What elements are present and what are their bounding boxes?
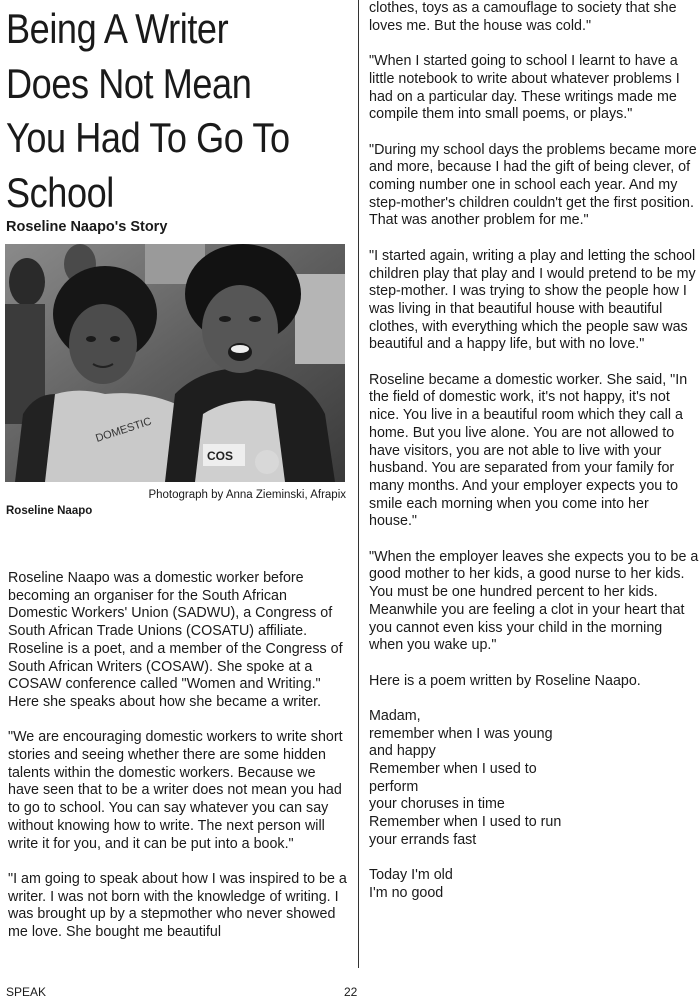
poem — [369, 708, 699, 903]
poem-line: Today I'm old — [369, 867, 453, 884]
poem-line — [369, 850, 699, 868]
poem-line: remember when I was young — [369, 725, 553, 742]
poem-line: your choruses in time — [369, 796, 505, 813]
poem-line: perform — [369, 778, 419, 795]
shirt-text-right: COS — [207, 449, 234, 463]
publication-name: SPEAK — [6, 985, 47, 999]
page-number: 22 — [344, 985, 358, 999]
poem-line: Remember when I used to run — [369, 814, 562, 831]
paragraph: Here is a poem written by Roseline Naapo. — [369, 672, 641, 689]
article-title — [6, 2, 307, 220]
poem-line: Madam, — [369, 708, 421, 725]
title-line-1: Being A Writer — [6, 5, 229, 52]
title-line-2: Does Not Mean — [6, 59, 252, 107]
left-column — [8, 570, 348, 959]
shirt-text-left: DOMESTIC — [94, 415, 154, 445]
paragraph: "We are encouraging domestic workers to write short stories and seeing whether there are some hidden talents within the domestic workers. Because we have seen that to be a writer does not mean you had to go to school. You can say whatever you can say without knowing how to write. The next person will write it for you, and it can be put into a book." — [8, 729, 343, 852]
photo-caption: Roseline Naapo — [6, 505, 93, 517]
poem-line: Remember when I used to — [369, 761, 537, 778]
paragraph: Roseline became a domestic worker. She said, "In the field of domestic work, it's not happy, it's not nice. You live in a beautiful room which they call a home. But you live alone. You are not allowed to have visitors, you are not able to live with your husband. You are separated from your family for many months. And your employer expects you to smile each morning when you come into her house." — [369, 371, 688, 530]
paragraph: "I started again, writing a play and letting the school children play that play and I would pretend to be my step-mother. I was trying to show the people how I was living in that beautiful house with beautiful clothes, with everything which the people saw was beautiful and a happy life, but with no love." — [369, 247, 696, 353]
paragraph: Roseline Naapo was a domestic worker before becoming an organiser for the South African Domestic Workers' Union (SADWU), a Congress of South African Trade Unions (COSATU) affiliate. Roseline is a poet, and a member of the Congress of South African Writers (COSAW). She spoke at a COSAW conference called "Women and Writing." Here she speaks about how she became a writer. — [8, 570, 343, 710]
poem-line: I'm no good — [369, 884, 444, 901]
portrait-photo — [5, 244, 345, 482]
paragraph: clothes, toys as a camouflage to society that she loves me. But the house was cold." — [369, 0, 677, 34]
right-column — [369, 0, 699, 903]
photo-illustration — [5, 244, 345, 482]
paragraph: "I am going to speak about how I was inspired to be a writer. I was not born with the knowledge of writing. I was brought up by a stepmother who never showed me love. She bought me beautiful — [8, 870, 347, 941]
column-divider — [358, 0, 359, 968]
photo-credit: Photograph by Anna Zieminski, Afrapix — [148, 489, 346, 501]
paragraph: "When the employer leaves she expects you to be a good mother to her kids, a good nurse to her kids. You must be one hundred percent to her kids. Meanwhile you are feeling a clot in your heart that you cannot even kiss your child in the morning when you wake up." — [369, 548, 699, 654]
paragraph: "During my school days the problems became more and more, because I had the gift of being clever, of coming number one in school each year. And my step-mother's children couldn't get the first position. That was another problem for me." — [369, 141, 697, 229]
poem-line: your errands fast — [369, 831, 477, 848]
paragraph: "When I started going to school I learnt to have a little notebook to write about whatever problems I had on a particular day. These writings made me compile them into small poems, or plays." — [369, 53, 680, 123]
title-line-3: You Had To Go To — [6, 114, 290, 161]
title-line-4: School — [6, 168, 114, 216]
article-subtitle: Roseline Naapo's Story — [6, 219, 168, 235]
poem-line: and happy — [369, 743, 436, 760]
